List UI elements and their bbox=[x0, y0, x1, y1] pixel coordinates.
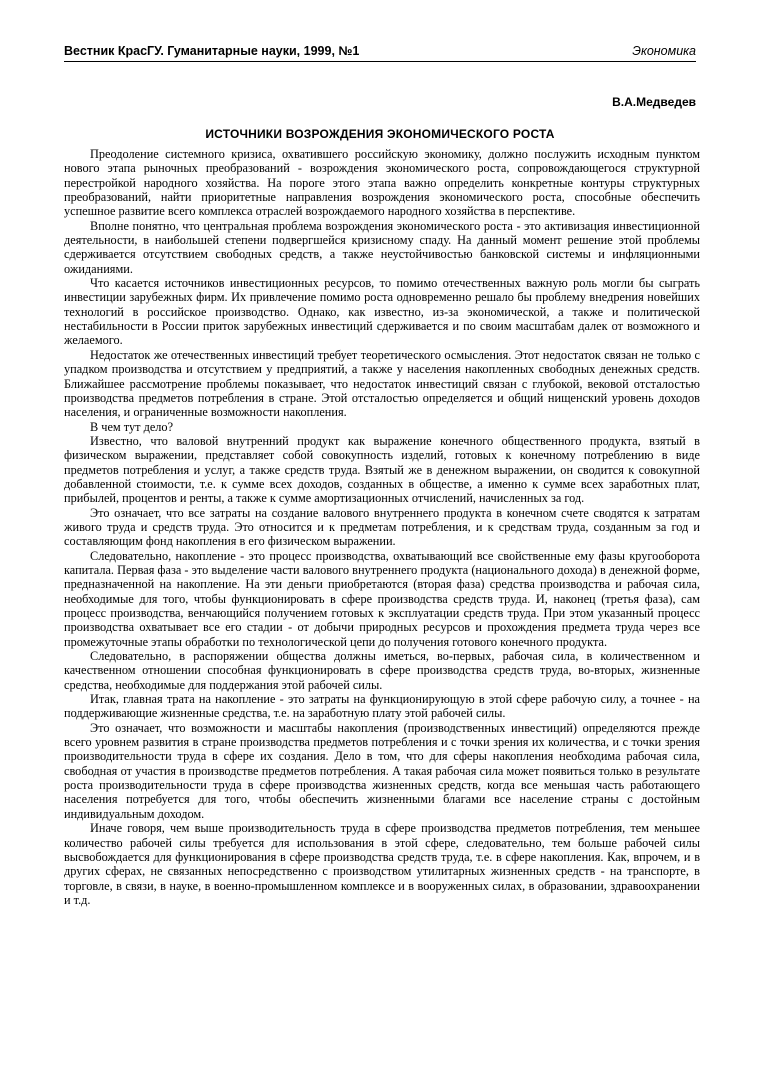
paragraph: Что касается источников инвестиционных ресурсов, то помимо отечественных важную роль могли бы сыграть инвестиции зарубежных фирм. Их привлечение помимо роста одновременно решало бы проблему внедрения новейших технологий в российское производство. Однако, как известно, из-за экономической, а также и политической нестабильности в России приток зарубежных инвестиций сдерживается и по своим масштабам далек от возможного и желаемого. bbox=[64, 276, 700, 348]
section-name: Экономика bbox=[632, 44, 696, 58]
paragraph: Преодоление системного кризиса, охватившего российскую экономику, должно послужить исходным пунктом нового этапа рыночных преобразований - возрождения экономического роста, сопровождающегося структурной перестройкой народного хозяйства. На пороге этого этапа важно определить конкретные контуры структурных преобразований, найти приоритетные направления возрождения экономического роста, способные обеспечить успешное развитие всего комплекса отраслей возрождаемого народного хозяйства в перспективе. bbox=[64, 147, 700, 219]
paragraph: В чем тут дело? bbox=[90, 419, 174, 434]
article-body bbox=[64, 147, 700, 907]
author-name: В.А.Медведев bbox=[612, 95, 696, 109]
paragraph: Следовательно, накопление - это процесс производства, охватывающий все свойственные ему фазы кругооборота капитала. Первая фаза - это выделение части валового внутреннего продукта (национального дохода) в денежной форме, предназначенной на накопление. На эти деньги приобретаются (вторая фаза) средства производства и рабочая сила, необходимые для того, чтобы функционировать в сфере производства средств труда. И, наконец (третья фаза), сам процесс производства, венчающийся получением готовых к эксплуатации средств труда. При этом указанный процесс производства охватывает все его стадии - от добычи природных ресурсов и прохождения предмета труда через все промежуточные этапы обработки по технологической цепи до получения готового конечного продукта. bbox=[64, 548, 700, 649]
journal-title: Вестник КрасГУ. Гуманитарные науки, 1999, №1 bbox=[64, 44, 360, 58]
paragraph: Иначе говоря, чем выше производительность труда в сфере производства предметов потребления, тем меньшее количество рабочей силы требуется для использования в этой сфере, следовательно, тем больше рабочей силы высвобождается для функционирования в сфере производства средств труда, т.е. в сфере накопления. Как, впрочем, и в других сферах, не связанных непосредственно с производством утилитарных жизненных средств - на транспорте, в торговле, в связи, в науке, в военно-промышленном комплексе и в вооруженных силах, в образовании, здравоохранении и т.д. bbox=[64, 821, 700, 907]
paragraph: Итак, главная трата на накопление - это затраты на функционирующую в этой сфере рабочую силу, а точнее - на поддерживающие жизненные средства, т.е. на заработную плату этой рабочей силы. bbox=[64, 692, 700, 721]
paragraph: Вполне понятно, что центральная проблема возрождения экономического роста - это активизация инвестиционной деятельности, в наибольшей степени подвергшейся кризисному спаду. На данный момент решение этой проблемы сдерживается отсутствием свободных средств, а также неустойчивостью банковской системы и инфляционными ожиданиями. bbox=[64, 218, 700, 276]
article-title: ИСТОЧНИКИ ВОЗРОЖДЕНИЯ ЭКОНОМИЧЕСКОГО РОСТА bbox=[205, 127, 555, 141]
paragraph: Следовательно, в распоряжении общества должны иметься, во-первых, рабочая сила, в количественном и качественном отношении способная функционировать в сфере производства средств труда, во-вторых, жизненные средства, необходимые для поддержания этой рабочей силы. bbox=[64, 649, 700, 692]
paragraph: Это означает, что все затраты на создание валового внутреннего продукта в конечном счете сводятся к затратам живого труда и средств труда. Это относится и к предметам потребления, и к средствам труда, созданным за год и составляющим фонд накопления в его физическом выражении. bbox=[64, 505, 700, 549]
paragraph: Недостаток же отечественных инвестиций требует теоретического осмысления. Этот недостаток связан не только с упадком производства и отсутствием у предприятий, а также у населения накопленных свободных денежных средств. Ближайшее рассмотрение проблемы показывает, что недостаток инвестиций связан с глубокой, вековой отсталостью производства предметов потребления в стране. Этой отсталостью определяется и общий нищенский уровень доходов населения, и ограниченные возможности накопления. bbox=[64, 347, 700, 420]
paragraph: Известно, что валовой внутренний продукт как выражение конечного общественного продукта, взятый в физическом выражении, представляет собой совокупность изделий, готовых к конечному потреблению в виде предметов потребления и услуг, а также средств труда. Взятый же в денежном выражении, он сводится к совокупной добавленной стоимости, т.е. к сумме всех доходов, созданных в обществе, а именно к сумме всех заработных плат, прибылей, процентов и ренты, а также к сумме амортизационных отчислений, начисленных за год. bbox=[64, 433, 700, 506]
header-rule bbox=[64, 61, 696, 62]
paragraph: Это означает, что возможности и масштабы накопления (производственных инвестиций) определяются прежде всего уровнем развития в стране производства предметов потребления и с точки зрения их количества, и с точки зрения производительности труда в сфере их создания. Дело в том, что для сферы накопления необходима рабочая сила, свободная от участия в производстве предметов потребления. А такая рабочая сила может появиться только в результате роста производительности труда в сфере производства жизненных средств, когда все меньшая часть работающего населения потребуется для того, чтобы обеспечить жизненными благами все население страны с достойным индивидуальным доходом. bbox=[64, 720, 700, 821]
